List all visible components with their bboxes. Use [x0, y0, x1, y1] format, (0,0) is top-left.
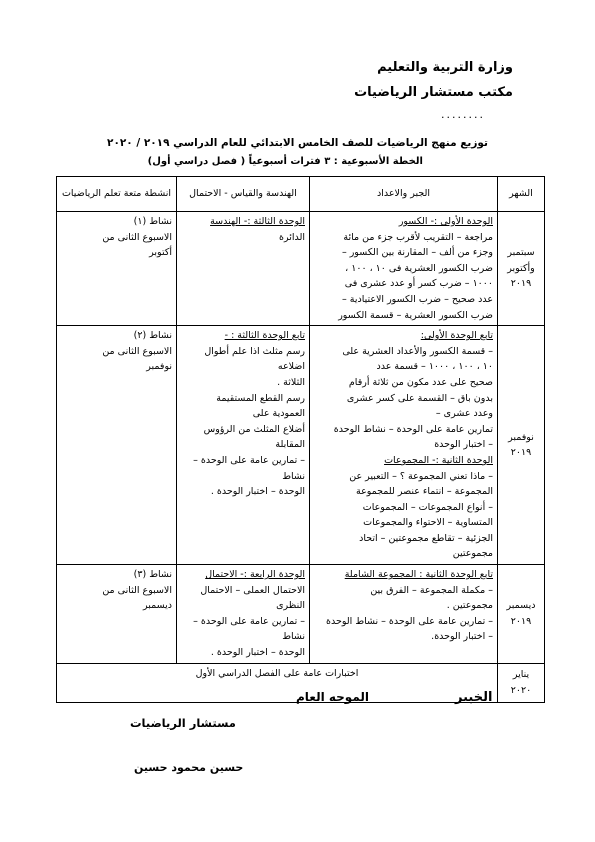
algebra-line: بدون باق – القسمة على كسر عشرى [346, 392, 493, 404]
activity-line: نشاط (١) [133, 216, 172, 227]
geometry-cell [177, 565, 310, 664]
algebra-line: ضرب الكسور العشرية فى ١٠ ، ١٠٠ ، [345, 262, 493, 274]
table-body [57, 212, 545, 664]
geometry-line: الوحدة الثالثة :- الهندسة [210, 216, 305, 227]
algebra-line: الوحدة الثانية :- المجموعات [384, 454, 493, 466]
algebra-line: صحيح على عدد مكون من ثلاثة أرقام [348, 376, 493, 388]
activity-line: نوفمبر [146, 361, 172, 373]
activity-line: نشاط (٢) [133, 330, 172, 342]
month-cell: يناير ٢٠٢٠ [498, 663, 545, 702]
geometry-line: الدائرة [278, 231, 305, 243]
algebra-line: – مكملة المجموعة – الفرق بين [370, 584, 493, 596]
algebra-line: – اختبار الوحدة [434, 439, 493, 451]
algebra-line: مراجعة – التقريب لأقرب جزء من مائة [343, 231, 493, 243]
algebra-line: تمارين عامة على الوحدة – نشاط الوحدة [333, 423, 493, 435]
geometry-line: الوحدة – اختبار الوحدة . [210, 647, 305, 659]
algebra-line: تابع الوحدة الثانية : المجموعة الشاملة [344, 569, 493, 581]
algebra-line: المتساوية – الاحتواء والمجموعات [363, 517, 493, 529]
algebra-line: ١٠ ، ١٠٠ ، ١٠٠٠ – قسمة عدد [376, 361, 493, 373]
algebra-line: ١٠٠٠ – ضرب كسر أو عدد عشرى فى [344, 278, 493, 290]
algebra-line: – قسمة الكسور والأعداد العشرية على [342, 345, 493, 357]
document-subtitle: الخطة الأسبوعية : ٣ فترات أسبوعياً ( فصل دراسي أول) [147, 156, 423, 167]
month-cell: ديسمبر ٢٠١٩ [498, 565, 545, 664]
document-title: توزيع منهج الرياضيات للصف الخامس الابتدائي للعام الدراسي ٢٠١٩ / ٢٠٢٠ [107, 137, 488, 149]
algebra-line: – تمارين عامة على الوحدة – نشاط الوحدة [326, 615, 493, 627]
algebra-line: المجموعة – انتماء عنصر للمجموعة [356, 486, 493, 498]
supervisor-signature-label: الموجه العام [296, 690, 369, 704]
month-cell: سبتمبر وأكتوبر ٢٠١٩ [498, 212, 545, 326]
activities-cell [57, 565, 177, 664]
header-activities: انشطة متعة تعلم الرياضيات [57, 177, 177, 212]
algebra-line: – ماذا تعني المجموعة ؟ – التعبير عن [349, 470, 493, 482]
geometry-line: الاحتمال العملى – الاحتمال النظرى [200, 584, 305, 612]
month-cell: نوفمبر ٢٠١٩ [498, 326, 545, 565]
activity-line: أكتوبر [149, 247, 172, 259]
table-row [57, 565, 545, 664]
activities-cell [57, 212, 177, 326]
geometry-line: – تمارين عامة على الوحدة – نشاط [193, 615, 305, 643]
geometry-line: أضلاع المثلث من الرؤوس المقابلة [203, 423, 305, 451]
decorative-dots: ........ [441, 108, 485, 121]
geometry-line: رسم مثلث اذا علم أطوال اضلاعه [204, 345, 305, 373]
algebra-line: – اختبار الوحدة. [431, 631, 493, 643]
header-geometry: الهندسة والقياس - الاحتمال [177, 177, 310, 212]
algebra-line: وعدد عشرى – [435, 408, 493, 420]
geometry-line: الثلاثة . [277, 376, 305, 388]
geometry-cell [177, 326, 310, 565]
activity-line: نشاط (٣) [133, 569, 172, 581]
algebra-line: – أنواع المجموعات – المجموعات [362, 501, 493, 513]
exam-text: اختبارات عامة على الفصل الدراسي الأول [195, 667, 359, 679]
expert-signature-label: الخبير [455, 690, 493, 705]
algebra-cell [310, 212, 498, 326]
geometry-line: الوحدة – اختبار الوحدة . [210, 486, 305, 498]
exam-cell [57, 663, 498, 702]
algebra-line: مجموعتين [452, 548, 493, 560]
algebra-line: عدد صحيح – ضرب الكسور الاعتيادية – [341, 293, 493, 305]
activity-line: الاسبوع الثانى من [102, 584, 172, 596]
algebra-line: تابع الوحدة الأولى: [420, 330, 493, 342]
activities-cell [57, 326, 177, 565]
activity-line: الاسبوع الثانى من [102, 345, 172, 357]
algebra-line: الجزئية – تقاطع مجموعتين – اتحاد [359, 532, 493, 544]
geometry-line: الوحدة الرابعة :- الاحتمال [205, 569, 305, 581]
table-row [57, 212, 545, 326]
signatory-role: مستشار الرياضيات [130, 716, 236, 730]
table-row [57, 326, 545, 565]
algebra-cell [310, 326, 498, 565]
activity-line: ديسمبر [143, 600, 172, 612]
table-header-row [57, 177, 545, 212]
header-month: الشهر [498, 177, 545, 212]
algebra-line: مجموعتين . [446, 600, 493, 612]
algebra-line: وجزء من ألف – المقارنة بين الكسور – [341, 247, 493, 259]
office-name: مكتب مستشار الرياضيات [354, 85, 513, 100]
algebra-line: الوحدة الأولى :- الكسور [398, 216, 493, 227]
geometry-line: – تمارين عامة على الوحدة – نشاط [193, 454, 305, 482]
curriculum-table [56, 176, 545, 703]
header-algebra: الجبر والاعداد [310, 177, 498, 212]
ministry-name: وزارة التربية والتعليم [377, 60, 513, 75]
activity-line: الاسبوع الثانى من [102, 231, 172, 243]
signatory-name: حسين محمود حسين [134, 761, 244, 774]
geometry-line: رسم القطع المستقيمة العمودية على [216, 392, 305, 420]
geometry-cell [177, 212, 310, 326]
algebra-cell [310, 565, 498, 664]
algebra-line: ضرب الكسور العشرية – قسمة الكسور [338, 309, 493, 321]
geometry-line: تابع الوحدة الثالثة : - [224, 330, 305, 342]
